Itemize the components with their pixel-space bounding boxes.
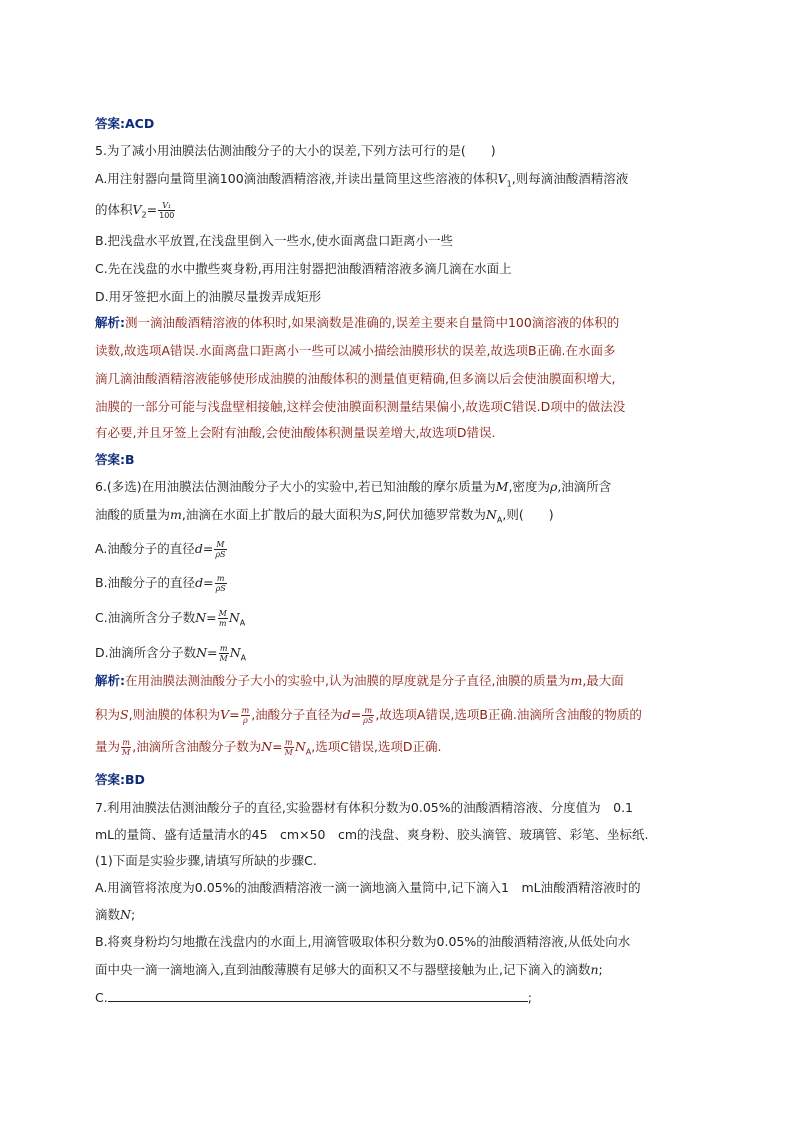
step-b-cont: 面中央一滴一滴地滴入,直到油酸薄膜有足够大的面积又不与器壁接触为止,记下滴入的滴数n; [95, 962, 603, 977]
fraction: $\frac{\text{V₁}}{100}$ [159, 201, 175, 220]
solution-line: 解析:在用油膜法测油酸分子大小的实验中,认为油膜的厚度就是分子直径,油膜的质量为m,最大面 [95, 673, 624, 688]
option-d: D.用牙签把水面上的油膜尽量拨弄成矩形 [95, 289, 322, 304]
answer-line: 答案:B [95, 452, 135, 467]
fraction: $\frac{m}{M}$ [122, 738, 131, 757]
answer-value: BD [125, 772, 145, 787]
fraction: $\frac{M}{\rho S}$ [215, 540, 226, 559]
answer-line [95, 116, 154, 132]
option-b: B.油酸分子的直径d= $\frac{m}{\rho S}$ [95, 574, 226, 593]
option-d: D.油滴所含分子数N= $\frac{m}{M}$ $N_A$ [95, 644, 247, 663]
fraction: $\frac{m}{M}$ [284, 738, 293, 757]
option-b: B.把浅盘水平放置,在浅盘里倒入一些水,使水面离盘口距离小一些 [95, 233, 453, 248]
option-a: A.用注射器向量筒里滴100滴油酸酒精溶液,并读出量筒里这些溶液的体积$V_1$,则每滴油酸酒精溶液 [95, 171, 629, 189]
question-stem-cont: 油酸的质量为m,油滴在水面上扩散后的最大面积为S,阿伏加德罗常数为$N_A$,则( ) [95, 507, 554, 525]
option-c: C.先在浅盘的水中撒些爽身粉,再用注射器把油酸酒精溶液多滴几滴在水面上 [95, 261, 512, 276]
step-a: A.用滴管将浓度为0.05%的油酸酒精溶液一滴一滴地滴入量筒中,记下滴入1 mL油酸酒精溶液时的 [95, 880, 641, 895]
question-stem: 7.利用油膜法估测油酸分子的直径,实验器材有体积分数为0.05%的油酸酒精溶液、分度值为 0.1 [95, 800, 633, 815]
answer-value: B [125, 452, 135, 467]
question-stem: 5.为了减小用油膜法估测油酸分子的大小的误差,下列方法可行的是( ) [95, 143, 496, 158]
solution-line: 量为 $\frac{m}{M}$ ,油滴所含油酸分子数为N= $\frac{m}{M}$ $N_A$,选项C错误,选项D正确. [95, 738, 442, 757]
fraction: $\frac{M}{m}$ [218, 609, 227, 628]
fraction: $\frac{m}{\rho}$ [241, 706, 250, 725]
fraction: $\frac{m}{M}$ [219, 644, 228, 663]
option-a: A.油酸分子的直径d= $\frac{M}{\rho S}$ [95, 540, 226, 559]
answer-line: 答案:BD [95, 772, 145, 787]
step-b: B.将爽身粉均匀地撒在浅盘内的水面上,用滴管吸取体积分数为0.05%的油酸酒精溶液,从低处向水 [95, 934, 631, 949]
solution-label: 解析: [95, 315, 125, 330]
solution-line: 积为S,则油膜的体积为V= $\frac{m}{\rho}$ ,油酸分子直径为d= $\frac{m}{\rho S}$ ,故选项A错误,选项B正确.油滴所含油酸的物质的 [95, 706, 642, 725]
sub-question: (1)下面是实验步骤,请填写所缺的步骤C. [95, 853, 317, 868]
option-a-cont: 的体积$V_2=$ $\frac{\text{V₁}}{100}$ [95, 201, 175, 220]
answer-value: ACD [125, 116, 155, 131]
fraction: $\frac{m}{\rho S}$ [363, 706, 374, 725]
step-c: C. ; [95, 990, 532, 1005]
question-stem: 6.(多选)在用油膜法估测油酸分子大小的实验中,若已知油酸的摩尔质量为M,密度为ρ,油滴所含 [95, 479, 612, 494]
option-c: C.油滴所含分子数N= $\frac{M}{m}$ $N_A$ [95, 609, 246, 628]
solution-line: 有必要,并且牙签上会附有油酸,会使油酸体积测量误差增大,故选项D错误. [95, 425, 496, 440]
answer-blank[interactable] [108, 989, 528, 1002]
fraction: $\frac{m}{\rho S}$ [215, 574, 226, 593]
step-a-cont: 滴数N; [95, 907, 136, 922]
solution-line: 读数,故选项A错误.水面离盘口距离小一些可以减小描绘油膜形状的误差,故选项B正确.在水面多 [95, 343, 616, 358]
solution-line: 滴几滴油酸酒精溶液能够使形成油膜的油酸体积的测量值更精确,但多滴以后会使油膜面积增大, [95, 371, 616, 386]
solution-line: 油膜的一部分可能与浅盘壁相接触,这样会使油膜面积测量结果偏小,故选项C错误.D项中的做法没 [95, 399, 626, 414]
solution-line: 解析:测一滴油酸酒精溶液的体积时,如果滴数是准确的,误差主要来自量筒中100滴溶液的体积的 [95, 315, 620, 330]
solution-label: 解析: [95, 673, 125, 688]
answer-label: 答案: [95, 116, 125, 131]
question-stem-cont: mL的量筒、盛有适量清水的45 cm×50 cm的浅盘、爽身粉、胶头滴管、玻璃管、彩笔、坐标纸. [95, 827, 649, 842]
